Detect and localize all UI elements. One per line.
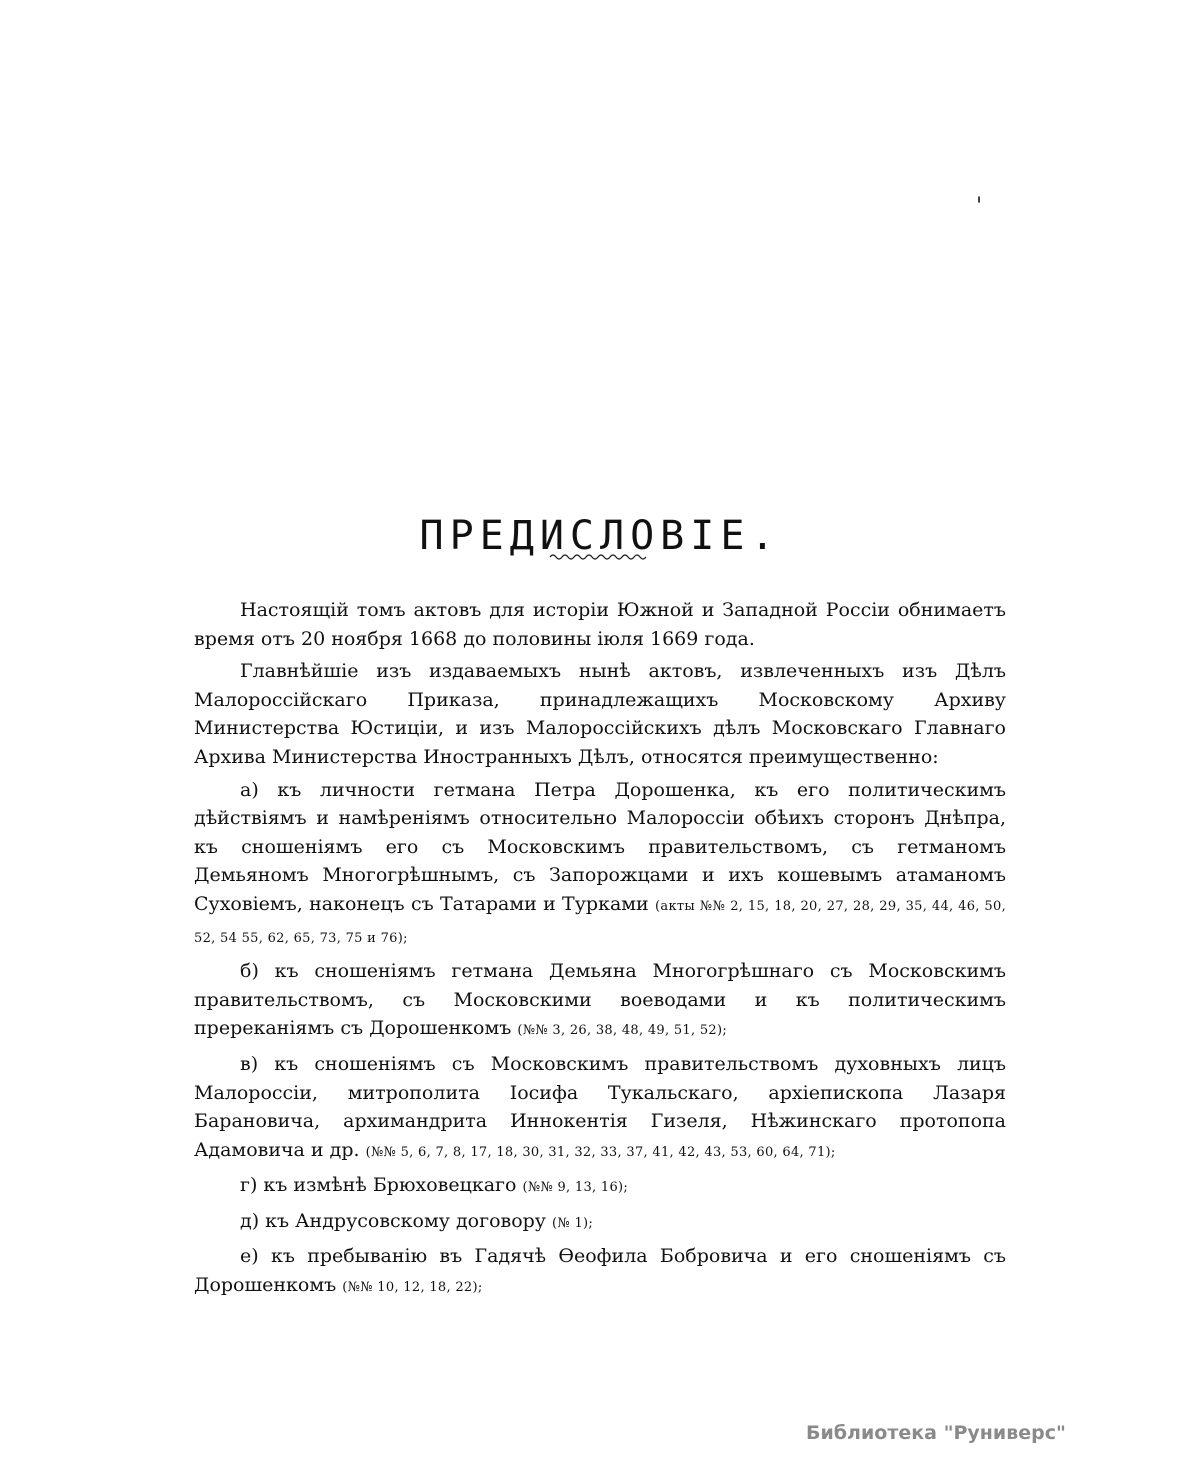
paragraph-text: в) къ сношеніямъ съ Московскимъ правительствомъ духовныхъ лицъ Малороссіи, митрополита Іосифа Тукальскаго, архіепископа Лазаря Барановича, архимандрита Иннокентія Гизеля, Нѣжинскаго протопопа Адамовича и др. (194, 1052, 1006, 1161)
act-references: (акты №№ 2, 15, 18, 20, 27, 28, 29, 35, 44, 46, 50, 52, 54 55, 62, 65, 73, 75 и 76); (194, 898, 1007, 946)
paragraph-item-v (194, 1050, 1006, 1167)
paragraph-sources (194, 657, 1006, 771)
paragraph-item-d (194, 1207, 1006, 1239)
preface-body (194, 596, 1006, 1307)
paragraph-text: д) къ Андрусовскому договору (240, 1209, 546, 1232)
act-references: (№№ 3, 26, 38, 48, 49, 51, 52); (517, 1023, 728, 1039)
act-references: (№№ 10, 12, 18, 22); (342, 1280, 483, 1296)
paragraph-text: е) къ пребыванію въ Гадячѣ Ѳеофила Бобровича и его сношеніямъ съ Дорошенкомъ (194, 1245, 1006, 1297)
paragraph-item-g (194, 1171, 1006, 1203)
library-watermark: Библиотека "Руниверс" (806, 1422, 1066, 1444)
paragraph-text: а) къ личности гетмана Петра Дорошенка, къ его политическимъ дѣйствіямъ и намѣреніямъ относительно Малороссіи обѣихъ сторонъ Днѣпра, къ сношеніямъ его съ Московскимъ правительствомъ, съ гетманомъ Демьяномъ Многогрѣшнымъ, съ Запорожцами и ихъ кошевымъ атаманомъ Суховіемъ, наконецъ съ Татарами и Турками (194, 778, 1006, 915)
title-wavy-underline (548, 552, 648, 562)
paragraph-text: Настоящій томъ актовъ для исторіи Южной и Западной Россіи обнимаетъ время отъ 20 ноября 1668 до половины іюля 1669 года. (194, 599, 1006, 650)
act-references: (№ 1); (552, 1215, 594, 1231)
paragraph-item-b (194, 957, 1006, 1046)
act-references: (№№ 5, 6, 7, 8, 17, 18, 30, 31, 32, 33, 37, 41, 42, 43, 53, 60, 64, 71); (365, 1144, 836, 1160)
paragraph-item-a (194, 776, 1006, 954)
page-title: ПРЕДИСЛОВІЕ. (419, 512, 781, 559)
paragraph-text: Главнѣйшіе изъ издаваемыхъ нынѣ актовъ, извлеченныхъ изъ Дѣлъ Малороссійскаго Приказа, принадлежащихъ Московскому Архиву Министерства Юстиціи, и изъ Малороссійскихъ дѣлъ Московскаго Главнаго Архива Министерства Иностранныхъ Дѣлъ, относятся преимущественно: (194, 660, 1006, 768)
paragraph-item-e (194, 1242, 1006, 1302)
stray-ink-mark: ' (976, 194, 983, 219)
paragraph-text: б) къ сношеніямъ гетмана Демьяна Многогрѣшнаго съ Московскимъ правительствомъ, съ Московскими воеводами и къ политическимъ пререканіямъ съ Дорошенкомъ (194, 960, 1006, 1040)
paragraph-text: г) къ измѣнѣ Брюховецкаго (240, 1174, 517, 1197)
act-references: (№№ 9, 13, 16); (522, 1180, 629, 1196)
paragraph-intro (194, 596, 1006, 653)
